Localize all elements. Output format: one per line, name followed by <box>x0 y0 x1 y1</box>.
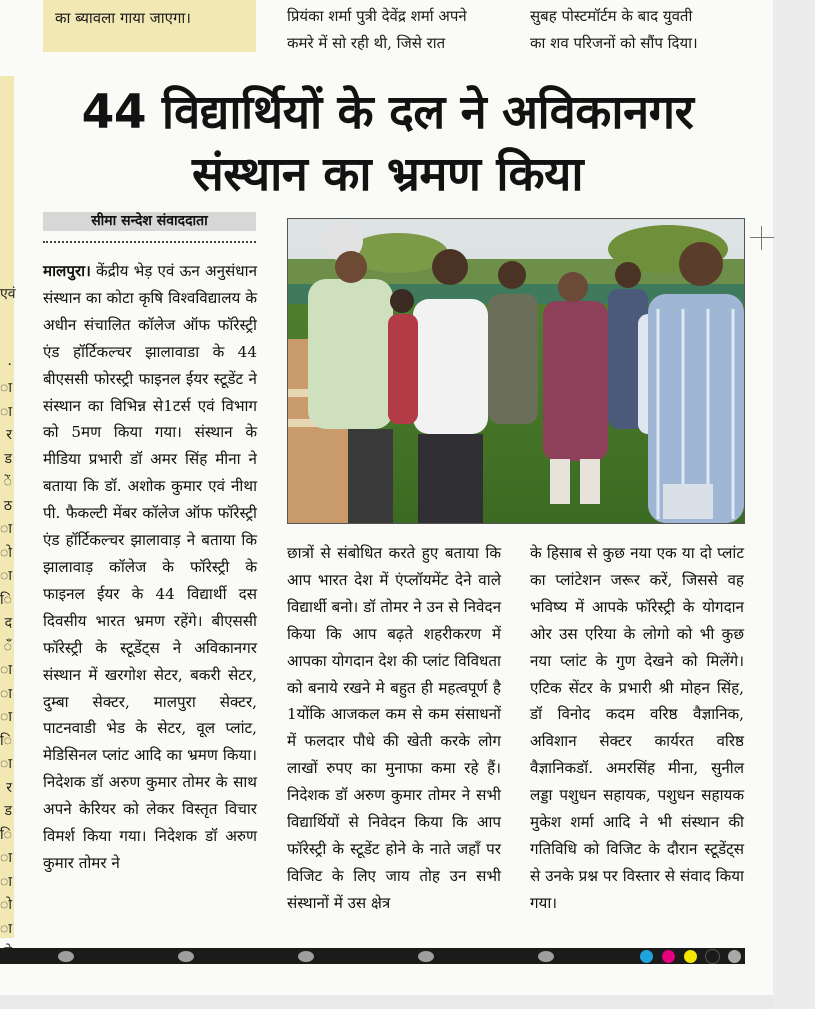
left-cutoff-char: ँ <box>3 638 12 655</box>
byline: सीमा सन्देश संवाददाता <box>43 212 256 231</box>
left-cutoff-char: ा <box>0 873 12 890</box>
news-photo <box>287 218 745 524</box>
left-cutoff-char <box>0 330 12 354</box>
registration-mark <box>418 951 434 962</box>
top-middle-line-2: कमरे में सो रही थी, जिसे रात <box>287 34 446 52</box>
byline-divider <box>43 241 256 243</box>
left-cutoff-char: ा <box>0 756 12 772</box>
page-gutter <box>773 0 815 1009</box>
top-right-line-2: का शव परिजनों को सौंप दिया। <box>530 34 698 52</box>
left-cutoff-char: ठ <box>3 497 12 514</box>
print-registration-bar <box>0 948 745 964</box>
article-col2-text: छात्रों से संबोधित करते हुए बताया कि आप भारत देश में एंप्लॉयमेंट देने वाले विद्यार्थी बनो। डॉ तोमर ने उन से निवेदन किया कि आप बढ़ते शहरीकरण में आपका योगदान देश की प्लांट विविधता को बनाये रखने मे बहुत ही महत्वपूर्ण है 1योंकि आजकल कम से कम संसाधनों में फलदार पौधे की खेती करके लोग लाखों रुपए का मुनाफा कमा रहे हैं। निदेशक डॉ अरुण कुमार तोमर ने सभी विद्यार्थियों से निवेदन किया कि आप फॉरेस्ट्री के स्टूडेंट होने के नाते जहाँ पर विजिट के लिए जाय तोह उन सभी संस्थानों में उस क्षेत्र <box>287 544 501 912</box>
headline-line-1: 44 विद्यार्थियों के दल ने अविकानगर <box>81 85 694 140</box>
left-cutoff-char: ि <box>0 826 12 843</box>
registration-mark <box>538 951 554 962</box>
left-cutoff-char: ा <box>0 403 12 420</box>
left-cutoff-char: ा <box>0 380 12 396</box>
registration-mark <box>58 951 74 962</box>
registration-color-dot <box>640 950 653 963</box>
left-cutoff-char: ि <box>0 732 12 749</box>
left-cutoff-char: र <box>6 779 12 796</box>
top-middle-line-1: प्रियंका शर्मा पुत्री देवेंद्र शर्मा अपने <box>287 7 467 25</box>
registration-color-dot <box>662 950 675 963</box>
registration-color-dot <box>728 950 741 963</box>
left-cutoff-char: ड <box>4 450 12 467</box>
left-cutoff-char: ें <box>3 474 12 490</box>
headline <box>20 82 755 206</box>
headline-line-2: संस्थान का भ्रमण किया <box>191 147 584 202</box>
left-cutoff-char: ा <box>0 685 12 702</box>
left-cutoff-char: द <box>4 615 12 631</box>
top-box-text: का ब्यावला गाया जाएगा। <box>55 9 191 27</box>
left-cutoff-char: एवं <box>0 286 16 302</box>
left-cutoff-char: ा <box>0 709 12 725</box>
left-cutoff-char: र <box>6 427 12 443</box>
article-col1-text: केंद्रीय भेड़ एवं ऊन अनुसंधान संस्थान का कोटा कृषि विश्वविद्यालय के अधीन संचालित कॉलेज ऑफ फॉरेस्ट्री एंड हॉर्टिकल्चर झालावाडा के 44 बीएससी फोरस्ट्री फाइनल ईयर स्टूडेंट ने संस्थान का विभिन्न से1टर्स एवं विभाग को 5मण किया गया। संस्थान के मीडिया प्रभारी डॉ अमर सिंह मीना ने बताया कि डॉ. अशोक कुमार एवं नीथा पी. फैकल्टी मेंबर कॉलेज ऑफ फॉरेस्ट्री एंड हॉर्टिकल्चर झालावाड़ ने बताया कि झालावाड़ कॉलेज के फॉरेस्ट्री के फाइनल ईयर के 44 विद्यार्थी दस दिवसीय भारत भ्रमण रहेंगे। बीएससी फॉरेस्ट्री के स्टूडेंट्स ने अविकानगर संस्थान में खरगोश सेटर, बकरी सेटर, दुम्बा सेक्टर, मालपुरा सेक्टर, पाटनवाडी भेड के सेटर, वूल प्लांट, मेडिसिनल प्लांट आदि का भ्रमण किया। निदेशक डॉ अरुण कुमार तोमर के साथ अपने केरियर को लेकर विस्तृत विचार विमर्श किया गया। निदेशक डॉ अरुण कुमार तोमर ने <box>43 262 258 872</box>
registration-mark <box>298 951 314 962</box>
left-cutoff-char: ि <box>0 591 12 608</box>
crop-mark-icon <box>750 226 774 250</box>
article-column-2 <box>287 540 501 917</box>
left-cutoff-char: ा <box>0 850 12 866</box>
left-cutoff-char: ा <box>0 568 12 584</box>
left-cutoff-char: ा <box>0 662 12 678</box>
top-right-line-1: सुबह पोस्टमॉर्टम के बाद युवती <box>530 7 693 25</box>
article-column-3 <box>530 540 744 917</box>
left-cutoff-char: ा <box>0 920 12 937</box>
dateline: मालपुरा। <box>43 262 91 280</box>
top-highlight-box <box>43 0 256 52</box>
left-cutoff-char: ो <box>0 544 12 561</box>
article-column-1 <box>43 258 257 877</box>
left-cutoff-column <box>0 283 16 965</box>
article-col3-text: के हिसाब से कुछ नया एक या दो प्लांट का प्लांटेशन जरूर करें, जिससे वह भविष्य में आपके फॉरेस्ट्री के योगदान ओर उस एरिया के लोगो को भी कुछ नया प्लांट के गुण देखने को मिलेंगे। एटिक सेंटर के प्रभारी श्री मोहन सिंह, डॉ विनोद कदम वरिष्ठ वैज्ञानिक, अविशान सेक्टर कार्यरत वरिष्ठ वैज्ञानिकडॉ. अमरसिंह मीना, सुनील लड्डा पशुधन सहायक, पशुधन सहायक मुकेश शर्मा आदि ने भी संस्थान की गतिविधि को विजिट के दौरान स्टूडेंट्स से उनके प्रश्न पर विस्तार से संवाद किया गया। <box>530 544 744 912</box>
left-cutoff-char <box>0 307 12 331</box>
left-cutoff-char: ड <box>4 803 12 819</box>
registration-mark <box>178 951 194 962</box>
registration-color-dot <box>706 950 719 963</box>
left-cutoff-char: · <box>7 356 12 373</box>
registration-color-dot <box>684 950 697 963</box>
left-cutoff-char: ा <box>0 521 12 537</box>
photo-students-group <box>288 219 744 523</box>
left-cutoff-char: ो <box>0 897 12 913</box>
